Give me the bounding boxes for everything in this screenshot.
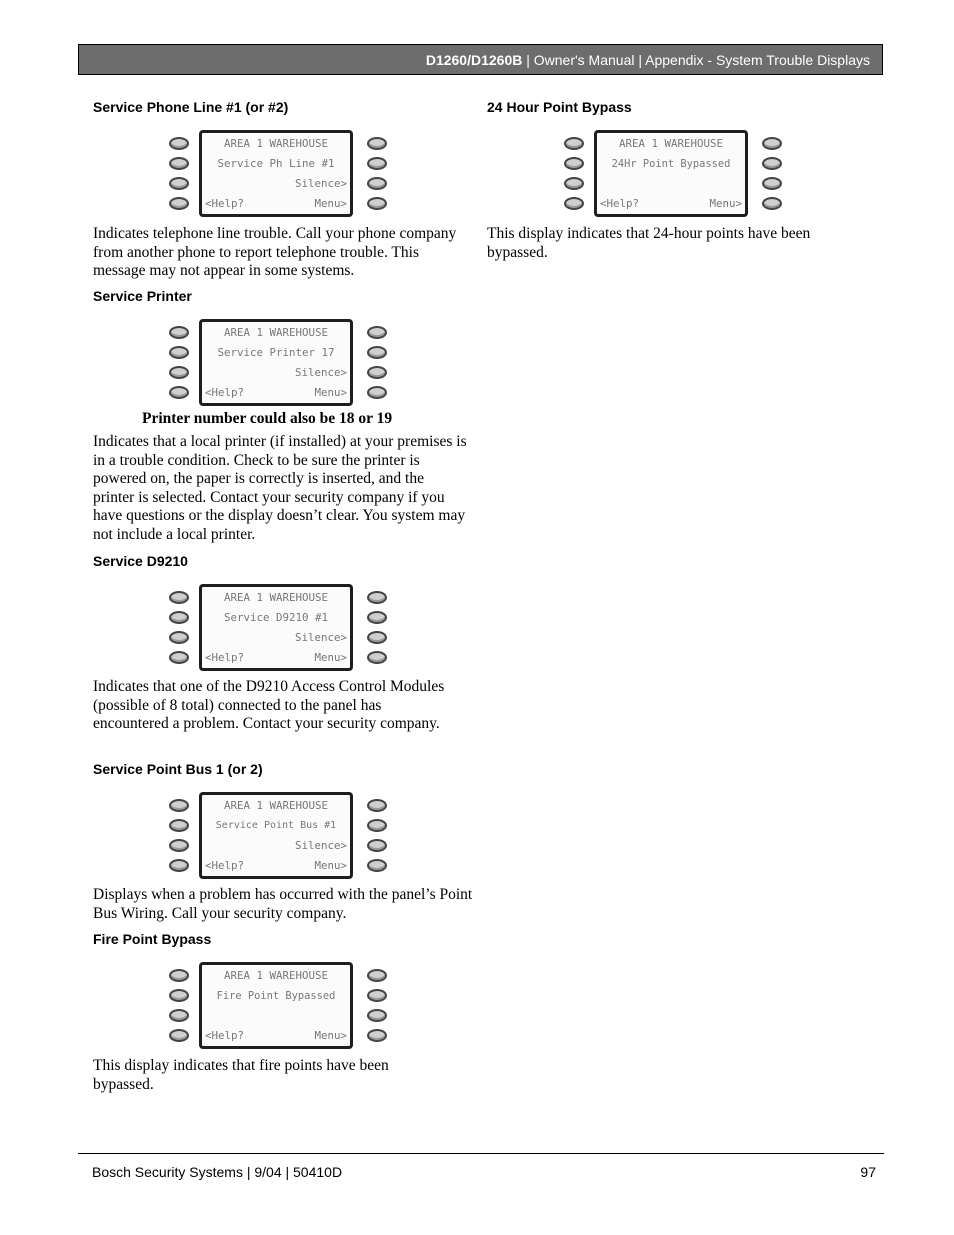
lcd-screen — [199, 130, 353, 217]
keypad-button — [762, 157, 782, 170]
keypad-button — [367, 859, 387, 872]
keypad-button — [169, 177, 189, 190]
keypad-button — [367, 1009, 387, 1022]
lcd-line-3 — [205, 1006, 347, 1026]
section-title-fire-bypass: Fire Point Bypass — [93, 931, 212, 947]
lcd-menu: Menu> — [314, 859, 347, 872]
keypad-button — [169, 197, 189, 210]
lcd-menu: Menu> — [314, 386, 347, 399]
lcd-screen — [199, 962, 353, 1049]
page-header — [78, 44, 883, 75]
lcd-line-3 — [600, 174, 742, 194]
keypad-button — [762, 137, 782, 150]
keypad-button — [762, 177, 782, 190]
lcd-line-2: Fire Point Bypassed — [216, 990, 336, 1002]
lcd-line-4 — [205, 648, 347, 668]
lcd-line-2: Service Printer 17 — [217, 346, 335, 359]
lcd-help: <Help? — [205, 651, 245, 664]
lcd-screen — [199, 584, 353, 671]
lcd-line-1: AREA 1 WAREHOUSE — [223, 326, 328, 339]
keypad-button — [169, 326, 189, 339]
section-title-24hr-bypass: 24 Hour Point Bypass — [487, 99, 632, 115]
keypad-button — [169, 819, 189, 832]
keypad-button — [367, 819, 387, 832]
keypad-display-printer — [169, 319, 387, 407]
lcd-menu: Menu> — [709, 197, 742, 210]
lcd-help: <Help? — [205, 1029, 245, 1042]
lcd-line-3: Silence> — [294, 366, 347, 379]
keypad-button — [169, 1009, 189, 1022]
keypad-button — [564, 177, 584, 190]
section-body-d9210: Indicates that one of the D9210 Access Control Modules (possible of 8 total) connected to the panel has encountered a problem. Contact your security company. — [93, 678, 445, 733]
lcd-line-3: Silence> — [294, 631, 347, 644]
keypad-button — [169, 611, 189, 624]
lcd-line-3: Silence> — [294, 177, 347, 190]
section-title-printer: Service Printer — [93, 288, 192, 304]
lcd-menu: Menu> — [314, 1029, 347, 1042]
lcd-menu: Menu> — [314, 651, 347, 664]
lcd-line-4 — [205, 194, 347, 214]
lcd-screen — [594, 130, 748, 217]
keypad-button — [367, 839, 387, 852]
keypad-button — [169, 1029, 189, 1042]
lcd-line-2: Service Ph Line #1 — [217, 157, 335, 170]
header-text: | Owner's Manual | Appendix - System Trouble Displays — [522, 51, 870, 68]
lcd-line-4 — [600, 194, 742, 214]
keypad-button — [169, 591, 189, 604]
lcd-line-4 — [205, 856, 347, 876]
keypad-button — [564, 197, 584, 210]
keypad-button — [169, 839, 189, 852]
keypad-button — [169, 386, 189, 399]
lcd-line-2: Service Point Bus #1 — [215, 820, 337, 831]
section-title-phone-line: Service Phone Line #1 (or #2) — [93, 99, 289, 115]
keypad-display-d9210 — [169, 584, 387, 672]
page-number: 97 — [860, 1164, 876, 1180]
footer-publisher: Bosch Security Systems | 9/04 | 50410D — [92, 1164, 343, 1180]
keypad-button — [367, 137, 387, 150]
keypad-button — [564, 137, 584, 150]
lcd-line-2: Service D9210 #1 — [223, 611, 328, 624]
keypad-display-point-bus — [169, 792, 387, 880]
printer-caption: Printer number could also be 18 or 19 — [142, 410, 393, 427]
keypad-button — [367, 799, 387, 812]
keypad-button — [367, 326, 387, 339]
keypad-button — [367, 969, 387, 982]
lcd-help: <Help? — [205, 386, 245, 399]
keypad-button — [367, 366, 387, 379]
section-body-24hr-bypass: This display indicates that 24-hour points have been bypassed. — [487, 225, 811, 261]
lcd-screen — [199, 792, 353, 879]
keypad-button — [367, 989, 387, 1002]
keypad-button — [367, 177, 387, 190]
keypad-button — [169, 346, 189, 359]
keypad-button — [169, 969, 189, 982]
keypad-button — [367, 197, 387, 210]
lcd-line-1: AREA 1 WAREHOUSE — [223, 969, 328, 982]
keypad-button — [367, 651, 387, 664]
lcd-screen — [199, 319, 353, 406]
keypad-button — [367, 611, 387, 624]
lcd-help: <Help? — [205, 197, 245, 210]
keypad-button — [169, 137, 189, 150]
keypad-display-phone-line — [169, 130, 387, 218]
lcd-help: <Help? — [205, 859, 245, 872]
keypad-display-fire-bypass — [169, 962, 387, 1050]
lcd-menu: Menu> — [314, 197, 347, 210]
keypad-button — [169, 157, 189, 170]
keypad-button — [367, 386, 387, 399]
lcd-line-1: AREA 1 WAREHOUSE — [223, 137, 328, 150]
keypad-button — [367, 157, 387, 170]
keypad-button — [762, 197, 782, 210]
lcd-line-4 — [205, 383, 347, 403]
lcd-line-1: AREA 1 WAREHOUSE — [223, 799, 328, 812]
keypad-button — [367, 631, 387, 644]
keypad-display-24hr-bypass — [564, 130, 782, 218]
section-body-point-bus: Displays when a problem has occurred with the panel’s Point Bus Wiring. Call your security company. — [93, 886, 473, 922]
lcd-line-4 — [205, 1026, 347, 1046]
lcd-line-3: Silence> — [294, 839, 347, 852]
header-model: D1260/D1260B — [425, 51, 523, 68]
keypad-button — [564, 157, 584, 170]
keypad-button — [367, 1029, 387, 1042]
keypad-button — [169, 631, 189, 644]
keypad-button — [169, 989, 189, 1002]
keypad-button — [169, 799, 189, 812]
lcd-help: <Help? — [600, 197, 640, 210]
section-body-fire-bypass: This display indicates that fire points have been bypassed. — [93, 1057, 389, 1093]
lcd-line-1: AREA 1 WAREHOUSE — [223, 591, 328, 604]
section-body-phone-line: Indicates telephone line trouble. Call your phone company from another phone to report telephone trouble. This message may not appear in some systems. — [93, 225, 457, 280]
keypad-button — [169, 859, 189, 872]
lcd-line-2: 24Hr Point Bypassed — [611, 158, 731, 170]
section-title-point-bus: Service Point Bus 1 (or 2) — [93, 761, 263, 777]
keypad-button — [367, 591, 387, 604]
keypad-button — [367, 346, 387, 359]
keypad-button — [169, 366, 189, 379]
lcd-line-1: AREA 1 WAREHOUSE — [618, 137, 723, 150]
section-title-d9210: Service D9210 — [93, 553, 188, 569]
section-body-printer: Indicates that a local printer (if installed) at your premises is in a trouble condition. Check to be sure the printer is powered on, the paper is correctly is inserted, and the printer is selected. Contact your security company if you have questions or the display doesn’t clear. You system may not include a local printer. — [93, 433, 467, 543]
footer-divider — [78, 1153, 884, 1154]
keypad-button — [169, 651, 189, 664]
